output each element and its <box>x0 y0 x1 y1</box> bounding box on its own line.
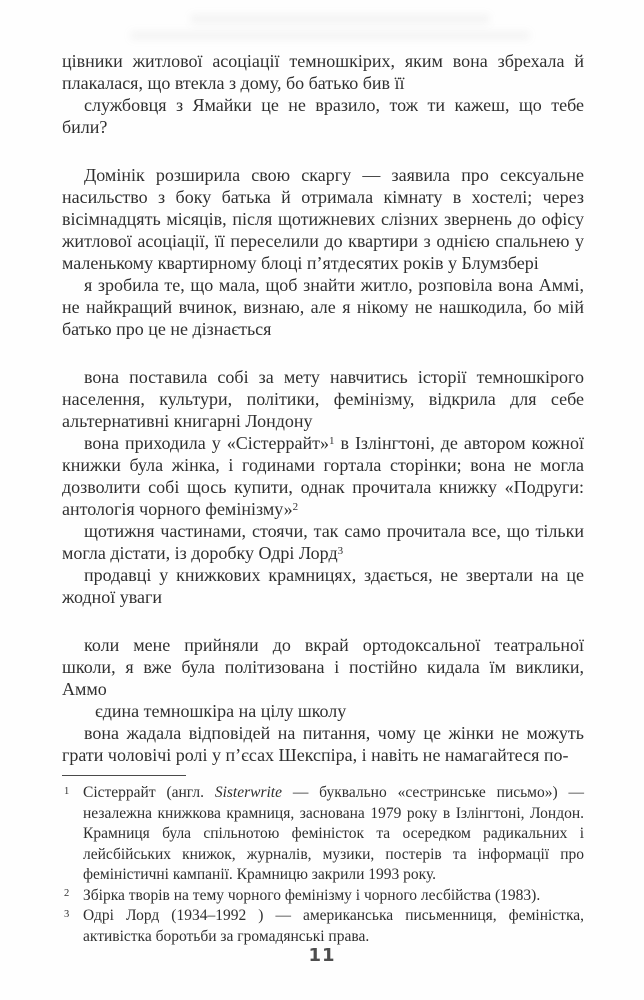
footnote-text <box>83 784 584 883</box>
paragraph: вона поставила собі за мету навчитись історії темношкірого населення, культури, політики, фемінізму, відкрила для себе альтернативні книгарні Лондону <box>62 367 584 431</box>
page-number: 11 <box>308 945 336 966</box>
footnote-marker: 1 <box>64 785 70 797</box>
text-section <box>62 50 584 138</box>
paragraph <box>62 520 584 564</box>
footnote-text: Збірка творів на тему чорного фемінізму і чорного лесбійства (1983). <box>83 886 541 904</box>
footnotes <box>62 783 584 947</box>
footnote-2 <box>62 886 584 907</box>
paragraph: коли мене прийняли до вкрай ортодоксальної театральної школи, я вже була політизована і постійно кидала їм виклики, Аммо <box>62 635 584 699</box>
paragraph: цівники житлової асоціації темношкірих, яким вона збрехала й плакалася, що втекла з дому, бо батько бив її <box>62 51 584 93</box>
text-section <box>62 634 584 766</box>
footnote-ref-1: 1 <box>329 435 335 448</box>
footnote-marker: 2 <box>64 888 70 900</box>
paragraph: вона жадала відповідей на питання, чому це жінки не можуть грати чоловічі ролі у п’єсах Шекспіра, і навіть не намагайтеся по- <box>62 723 584 765</box>
paragraph-text: щотижня частинами, стоячи, так само прочитала все, що тільки могла дістати, із доробку Одрі Лорд <box>62 521 584 563</box>
page-footer <box>0 945 644 966</box>
footnote-text-italic: Sisterwrite <box>214 784 282 801</box>
text-section <box>62 366 584 608</box>
paragraph-text: вона приходила у «Сістеррайт» <box>84 433 330 453</box>
footnote-text-part: — буквально «сестринське письмо») — незалежна книжкова крамниця, заснована 1979 року в Ізлінгтоні, Лондон. Крамниця була спільнотою феміністок та осередком радикальних і лейсбійських книжок, журналів, музики, постерів та інформації про феміністичні кампанії. Крамницю закрили 1993 року. <box>83 784 584 883</box>
footnote-marker: 3 <box>64 908 70 920</box>
paragraph: я зробила те, що мала, щоб знайти житло, розповіла вона Аммі, не найкращий вчинок, визнаю, але я нікому не нашкодила, бо мій батько про це не дізнається <box>62 275 584 339</box>
page-body <box>62 50 584 766</box>
text-section <box>62 164 584 340</box>
footnote-3 <box>62 906 584 947</box>
paragraph: службовця з Ямайки це не вразило, тож ти кажеш, що тебе били? <box>62 95 584 137</box>
paragraph: єдина темношкіра на цілу школу <box>95 701 347 721</box>
footnote-1 <box>62 783 584 886</box>
footnote-ref-3: 3 <box>337 545 344 558</box>
footnote-ref-2: 2 <box>292 501 299 514</box>
paragraph: продавці у книжкових крамницях, здається, не звертали на це жодної уваги <box>62 565 584 607</box>
footnote-text-part: Сістеррайт (англ. <box>83 784 215 801</box>
footnote-text: Одрі Лорд (1934–1992 ) — американська письменниця, феміністка, активістка боротьби за громадянські права. <box>83 907 584 945</box>
footnote-separator <box>62 775 186 776</box>
paragraph: Домінік розширила свою скаргу — заявила про сексуальне насильство з боку батька й отримала кімнату в хостелі; через вісімнадцять місяців, після щотижневих слізних звернень до офісу житлової асоціації, її переселили до квартири з однією спальнею у маленькому квартирному блоці п’ятдесятих років у Блумзбері <box>62 165 584 273</box>
paragraph-text: в Ізлінгтоні, де автором кожної книжки була жінка, і годинами гортала сторінки; вона не могла дозволити собі щось купити, однак прочитала книжку «Подруги: антологія чорного фемінізму» <box>62 433 584 519</box>
paragraph <box>62 432 584 520</box>
